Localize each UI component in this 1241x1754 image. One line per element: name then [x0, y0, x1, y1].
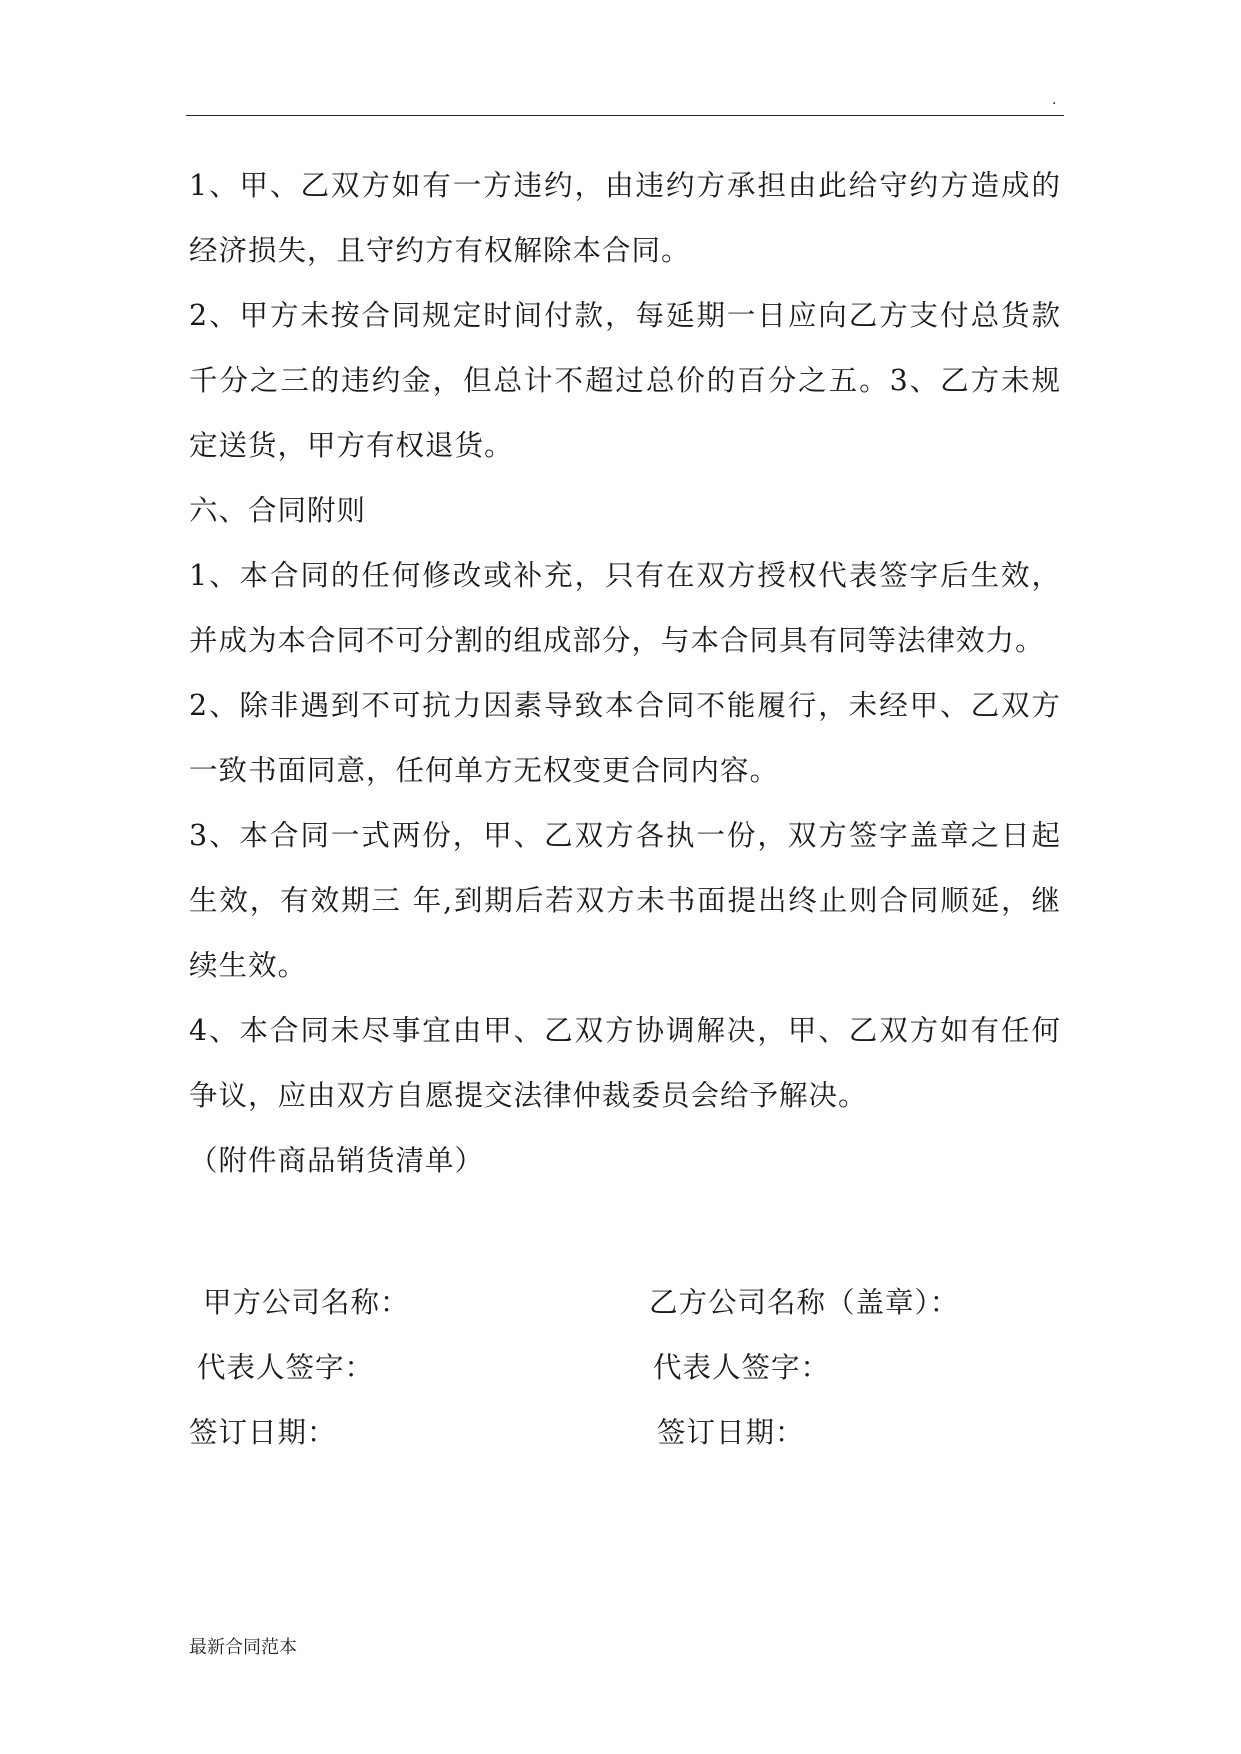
page-footer: 最新合同范本	[189, 1637, 297, 1658]
attachment-note: （附件商品销货清单）	[189, 1144, 485, 1177]
header-rule	[186, 115, 1064, 116]
signature-row-date	[189, 1400, 1061, 1465]
clause-copies-validity: 3、本合同一式两份，甲、乙双方各执一份，双方签字盖章之日起生效，有效期三 年,到期后若双方未书面提出终止则合同顺延，继续生效。	[189, 819, 1061, 982]
header-dot: .	[1052, 92, 1057, 108]
signature-row-representative	[189, 1335, 1061, 1400]
clause-breach-liability: 1、甲、乙双方如有一方违约，由违约方承担由此给守约方造成的经济损失，且守约方有权解除本合同。	[189, 169, 1061, 267]
party-b-company-label: 乙方公司名称（盖章）：	[649, 1286, 960, 1319]
signature-row-company	[189, 1270, 1061, 1335]
clause-amendments: 1、本合同的任何修改或补充，只有在双方授权代表签字后生效，并成为本合同不可分割的组成部分，与本合同具有同等法律效力。	[189, 559, 1061, 657]
clause-dispute-resolution: 4、本合同未尽事宜由甲、乙双方协调解决，甲、乙双方如有任何争议，应由双方自愿提交法律仲裁委员会给予解决。	[189, 1014, 1061, 1112]
party-b-date-label: 签订日期：	[657, 1416, 805, 1449]
section-heading-supplementary: 六、合同附则	[189, 494, 367, 527]
party-b-representative-label: 代表人签字：	[653, 1351, 831, 1384]
contract-body	[189, 153, 1061, 1193]
party-a-representative-label: 代表人签字：	[197, 1351, 375, 1384]
party-a-date-label: 签订日期：	[189, 1416, 337, 1449]
signature-block	[189, 1270, 1061, 1465]
clause-force-majeure: 2、除非遇到不可抗力因素导致本合同不能履行，未经甲、乙双方一致书面同意，任何单方无权变更合同内容。	[189, 689, 1061, 787]
party-a-company-label: 甲方公司名称：	[203, 1286, 410, 1319]
clause-late-payment: 2、甲方未按合同规定时间付款，每延期一日应向乙方支付总货款千分之三的违约金，但总计不超过总价的百分之五。3、乙方未规定送货，甲方有权退货。	[189, 299, 1061, 462]
